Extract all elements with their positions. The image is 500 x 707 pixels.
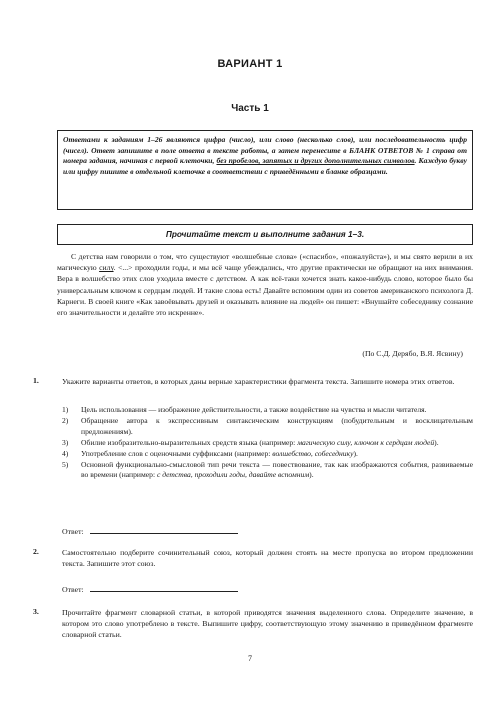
question-2-text: Самостоятельно подберите сочинительный союз, который должен стоять на месте пропуска во втором предложении текста. Запишите этот союз. [62, 548, 473, 568]
question-2-answer [62, 583, 238, 594]
option-example: магическую силу, ключом к сердцам людей [297, 437, 435, 447]
option-4 [62, 449, 473, 460]
question-1-answer [62, 525, 238, 536]
option-1 [62, 405, 473, 416]
option-text [81, 438, 473, 449]
passage-highlighted-word: силу [99, 263, 114, 273]
passage-text-2: . <...> проходили годы, и мы всё чаще убеждались, что другие практически не обращают на них внимания. Вера в волшебство этих слов уходила вместе с детством. А как всё-таки хочется знать какое-нибудь слово, которое было бы универсальным ключом к сердцам людей. И такие слова есть! Давайте вспомним один из советов американского психолога Д. Карнеги. В своей книге «Как завоёвывать друзей и оказывать влияние на людей» он пишет: «Внушайте собеседнику сознание его значительности и делайте это искренне». [57, 263, 473, 318]
option-number: 2) [62, 415, 69, 425]
option-example: с детства, проходили годы, давайте вспомним [156, 470, 310, 480]
part-title: Часть 1 [231, 103, 269, 114]
question-3-number: 3. [33, 607, 39, 616]
option-number: 1) [62, 405, 69, 414]
passage-text-1: С детства нам говорили о том, что существуют «волшебные слова» («спасибо», «пожалуйста»), и мы свято верили в их магическую [57, 252, 473, 273]
question-1-text: Укажите варианты ответов, в которых даны верные характеристики фрагмента текста. Запишите номера этих ответов. [62, 377, 455, 386]
task-header-box: Прочитайте текст и выполните задания 1–3. [57, 224, 473, 245]
instructions-underlined: без пробелов, запятых и других дополнительных символов [216, 156, 415, 166]
option-text: Обращение автора к экспрессивным синтаксическим конструкциям (побудительным и восклицательным предложениям). [81, 415, 473, 436]
instructions-text-1: Ответами к заданиям 1–26 являются цифра (число), или слово (несколько слов), или последовательность цифр (чисел). Ответ запишите в поле ответа в тексте работы, а затем перенесите в БЛАНК ОТВЕТОВ № 1 справа от номера задания, начиная с первой клеточки, [63, 135, 467, 166]
answer-field[interactable] [90, 525, 238, 534]
answer-label: Ответ: [62, 585, 84, 594]
passage-attribution: (По С.Д. Дерябо, В.Я. Ясвину) [362, 349, 463, 358]
option-text-end: ). [309, 470, 314, 480]
option-number: 5) [62, 459, 69, 469]
option-5 [62, 460, 473, 482]
option-text-plain: Употребление слов с оценочными суффиксами (например: [81, 448, 273, 458]
instructions-text-2: . Каждую букву или цифру пишите в отдельной клеточке в соответствии с приведёнными в бланке образцами. [63, 156, 467, 176]
option-text [81, 449, 473, 460]
option-number: 4) [62, 448, 69, 458]
option-text-end: ). [434, 437, 439, 447]
question-1-options [62, 405, 473, 481]
answer-field[interactable] [90, 583, 238, 592]
option-3 [62, 438, 473, 449]
option-number: 3) [62, 437, 69, 447]
question-3-text: Прочитайте фрагмент словарной статьи, в которой приводятся значения выделенного слова. Определите значение, в котором это слово употреблено в тексте. Выпишите цифру, соответствующую этому значению в приведённом фрагменте словарной статьи. [62, 608, 473, 639]
instructions-box [57, 130, 473, 210]
answer-label: Ответ: [62, 527, 84, 536]
option-text-plain: Основной функционально-смысловой тип речи текста — повествование, так как изображаются события, развиваемые во времени (например: [81, 459, 473, 480]
question-2-number: 2. [33, 547, 39, 556]
option-text-plain: Обилие изобразительно-выразительных средств языка (например: [81, 437, 298, 447]
option-text: Цель использования — изображение действительности, а также воздействие на чувства и мысли читателя. [81, 405, 427, 414]
question-1-number: 1. [33, 376, 39, 385]
page-number: 7 [248, 654, 252, 663]
reading-passage [57, 251, 473, 318]
variant-title: ВАРИАНТ 1 [217, 58, 283, 70]
option-2 [62, 416, 473, 438]
option-text [81, 460, 473, 482]
option-example: волшебство, собеседнику [272, 448, 354, 458]
option-text-end: ). [353, 448, 358, 458]
